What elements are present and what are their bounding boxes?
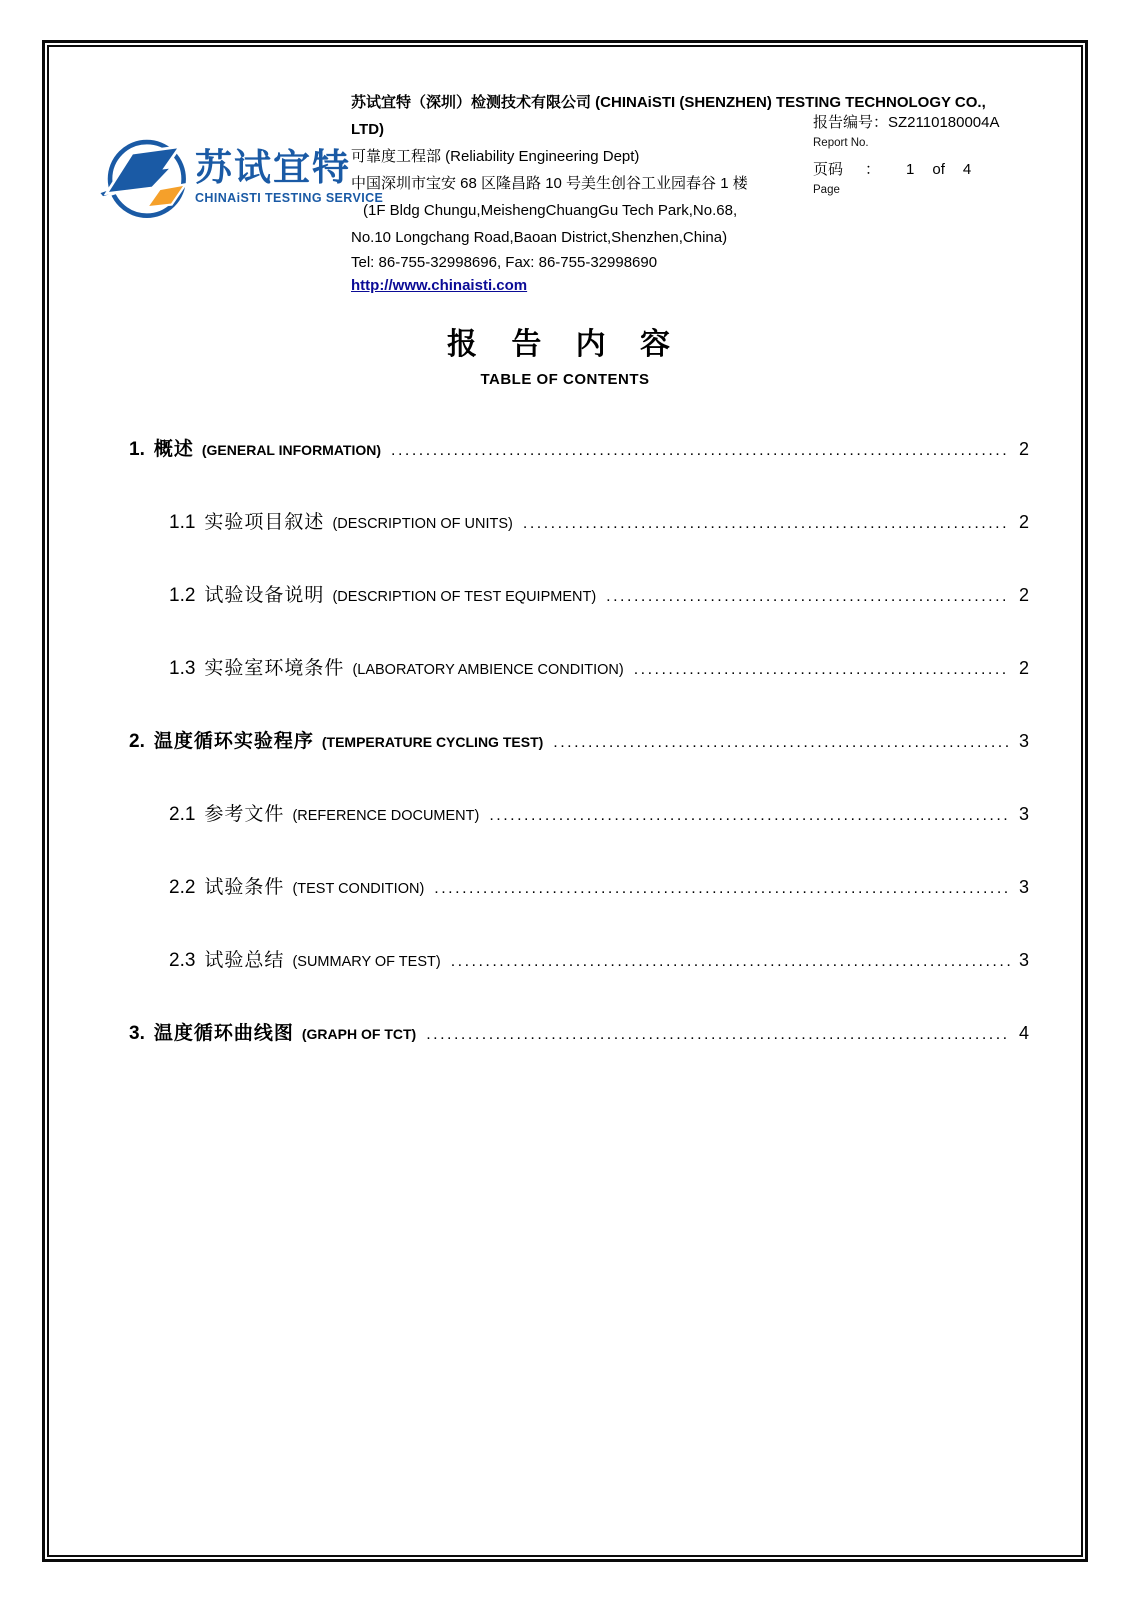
website-link[interactable]: http://www.chinaisti.com <box>351 277 528 294</box>
toc-entry-number: 1.2 <box>169 585 196 606</box>
toc-entry-number: 3. <box>129 1023 145 1044</box>
report-no-label-en: Report No. <box>813 137 869 149</box>
toc-entry-2[interactable] <box>129 726 1029 753</box>
toc-entry-title-en: (SUMMARY OF TEST) <box>292 954 441 970</box>
title-en: TABLE OF CONTENTS <box>480 371 650 388</box>
toc-page-number: 2 <box>1018 658 1029 678</box>
toc-entry-title-en: (DESCRIPTION OF TEST EQUIPMENT) <box>332 589 597 605</box>
toc-entry-1-1[interactable] <box>129 507 1029 534</box>
toc-entry-title-cn: 温度循环曲线图 <box>153 1023 294 1044</box>
toc-leader-dots <box>434 880 1010 898</box>
report-no-label-cn: 报告编号： <box>813 114 889 131</box>
toc-entry-1-3[interactable] <box>129 653 1029 680</box>
toc-page-number: 2 <box>1018 585 1029 605</box>
toc-entry-2-3[interactable] <box>129 945 1029 972</box>
page-colon: ： <box>865 161 881 178</box>
page-label-en: Page <box>813 184 840 196</box>
address-en-line1: (1F Bldg Chungu,MeishengChuangGu Tech Park,No.68, <box>363 202 738 219</box>
toc-entry-title-cn: 试验总结 <box>204 950 285 971</box>
toc-entry-title-en: (TEMPERATURE CYCLING TEST) <box>321 734 544 750</box>
toc-entry-title-cn: 参考文件 <box>204 804 285 825</box>
toc-page-number: 4 <box>1018 1023 1029 1043</box>
toc-leader-dots <box>426 1026 1010 1044</box>
department-line: 可靠度工程部 (Reliability Engineering Dept) <box>351 148 640 165</box>
toc-leader-dots <box>523 515 1010 533</box>
toc-entry-title-cn: 试验设备说明 <box>204 585 325 606</box>
brand-name-en: CHINAiSTI TESTING SERVICE <box>195 191 384 205</box>
document-title <box>49 319 1081 388</box>
toc-entry-1-2[interactable] <box>129 580 1029 607</box>
toc-page-number: 2 <box>1018 512 1029 532</box>
toc-entry-title-en: (TEST CONDITION) <box>292 881 425 897</box>
toc-entry-title-en: (GRAPH OF TCT) <box>301 1026 417 1042</box>
toc-entry-title-cn: 实验项目叙述 <box>204 512 325 533</box>
toc-entry-title-en: (REFERENCE DOCUMENT) <box>292 808 480 824</box>
page-total: 4 <box>962 161 972 178</box>
toc-entry-number: 1. <box>129 439 145 460</box>
report-header <box>49 47 1081 297</box>
toc-leader-dots <box>391 442 1010 460</box>
toc-entry-number: 1.3 <box>169 658 196 679</box>
report-info-box <box>813 109 1083 197</box>
address-en-line2: No.10 Longchang Road,Baoan District,Shenzhen,China) <box>351 229 728 246</box>
toc-page-number: 2 <box>1018 439 1029 459</box>
page-of: of <box>932 161 945 178</box>
brand-name-cn: 苏试宜特 <box>195 147 351 188</box>
toc-entry-number: 2.3 <box>169 950 196 971</box>
toc-entry-2-2[interactable] <box>129 872 1029 899</box>
page-current: 1 <box>906 161 915 178</box>
toc-entry-3[interactable] <box>129 1018 1029 1045</box>
toc-entry-title-en: (GENERAL INFORMATION) <box>201 442 382 458</box>
report-no-value: SZ2110180004A <box>888 114 1000 131</box>
toc-leader-dots <box>606 588 1010 606</box>
toc-page-number: 3 <box>1018 731 1029 751</box>
toc-entry-2-1[interactable] <box>129 799 1029 826</box>
address-cn: 中国深圳市宝安 68 区隆昌路 10 号美生创谷工业园春谷 1 楼 <box>351 175 748 192</box>
toc-entry-title-cn: 温度循环实验程序 <box>153 731 314 752</box>
toc-leader-dots <box>553 734 1010 752</box>
page-border-outer <box>42 40 1088 1562</box>
toc-entry-title-cn: 概述 <box>153 439 194 460</box>
table-of-contents <box>49 434 1081 1045</box>
title-cn: 报 告 内 容 <box>446 328 683 361</box>
toc-entry-number: 2. <box>129 731 145 752</box>
toc-entry-1[interactable] <box>129 434 1029 461</box>
toc-page-number: 3 <box>1018 804 1029 824</box>
chinaisti-logo-icon <box>99 131 191 223</box>
company-name-line2: LTD) <box>351 121 385 138</box>
toc-entry-number: 2.2 <box>169 877 196 898</box>
toc-entry-title-en: (DESCRIPTION OF UNITS) <box>332 516 513 532</box>
toc-entry-number: 2.1 <box>169 804 196 825</box>
toc-page-number: 3 <box>1018 950 1029 970</box>
company-info-block <box>351 83 1045 297</box>
toc-leader-dots <box>451 953 1010 971</box>
toc-entry-number: 1.1 <box>169 512 196 533</box>
toc-leader-dots <box>489 807 1010 825</box>
toc-page-number: 3 <box>1018 877 1029 897</box>
toc-entry-title-en: (LABORATORY AMBIENCE CONDITION) <box>352 662 624 678</box>
toc-entry-title-cn: 试验条件 <box>204 877 285 898</box>
page-label-cn: 页码 <box>813 161 844 178</box>
company-name-line1: 苏试宜特（深圳）检测技术有限公司 (CHINAiSTI (SHENZHEN) TESTING TECHNOLOGY CO., <box>351 94 986 111</box>
toc-entry-title-cn: 实验室环境条件 <box>204 658 345 679</box>
toc-leader-dots <box>634 661 1010 679</box>
tel-fax-line: Tel: 86-755-32998696, Fax: 86-755-32998690 <box>351 254 658 271</box>
page-border-inner <box>47 45 1083 1557</box>
